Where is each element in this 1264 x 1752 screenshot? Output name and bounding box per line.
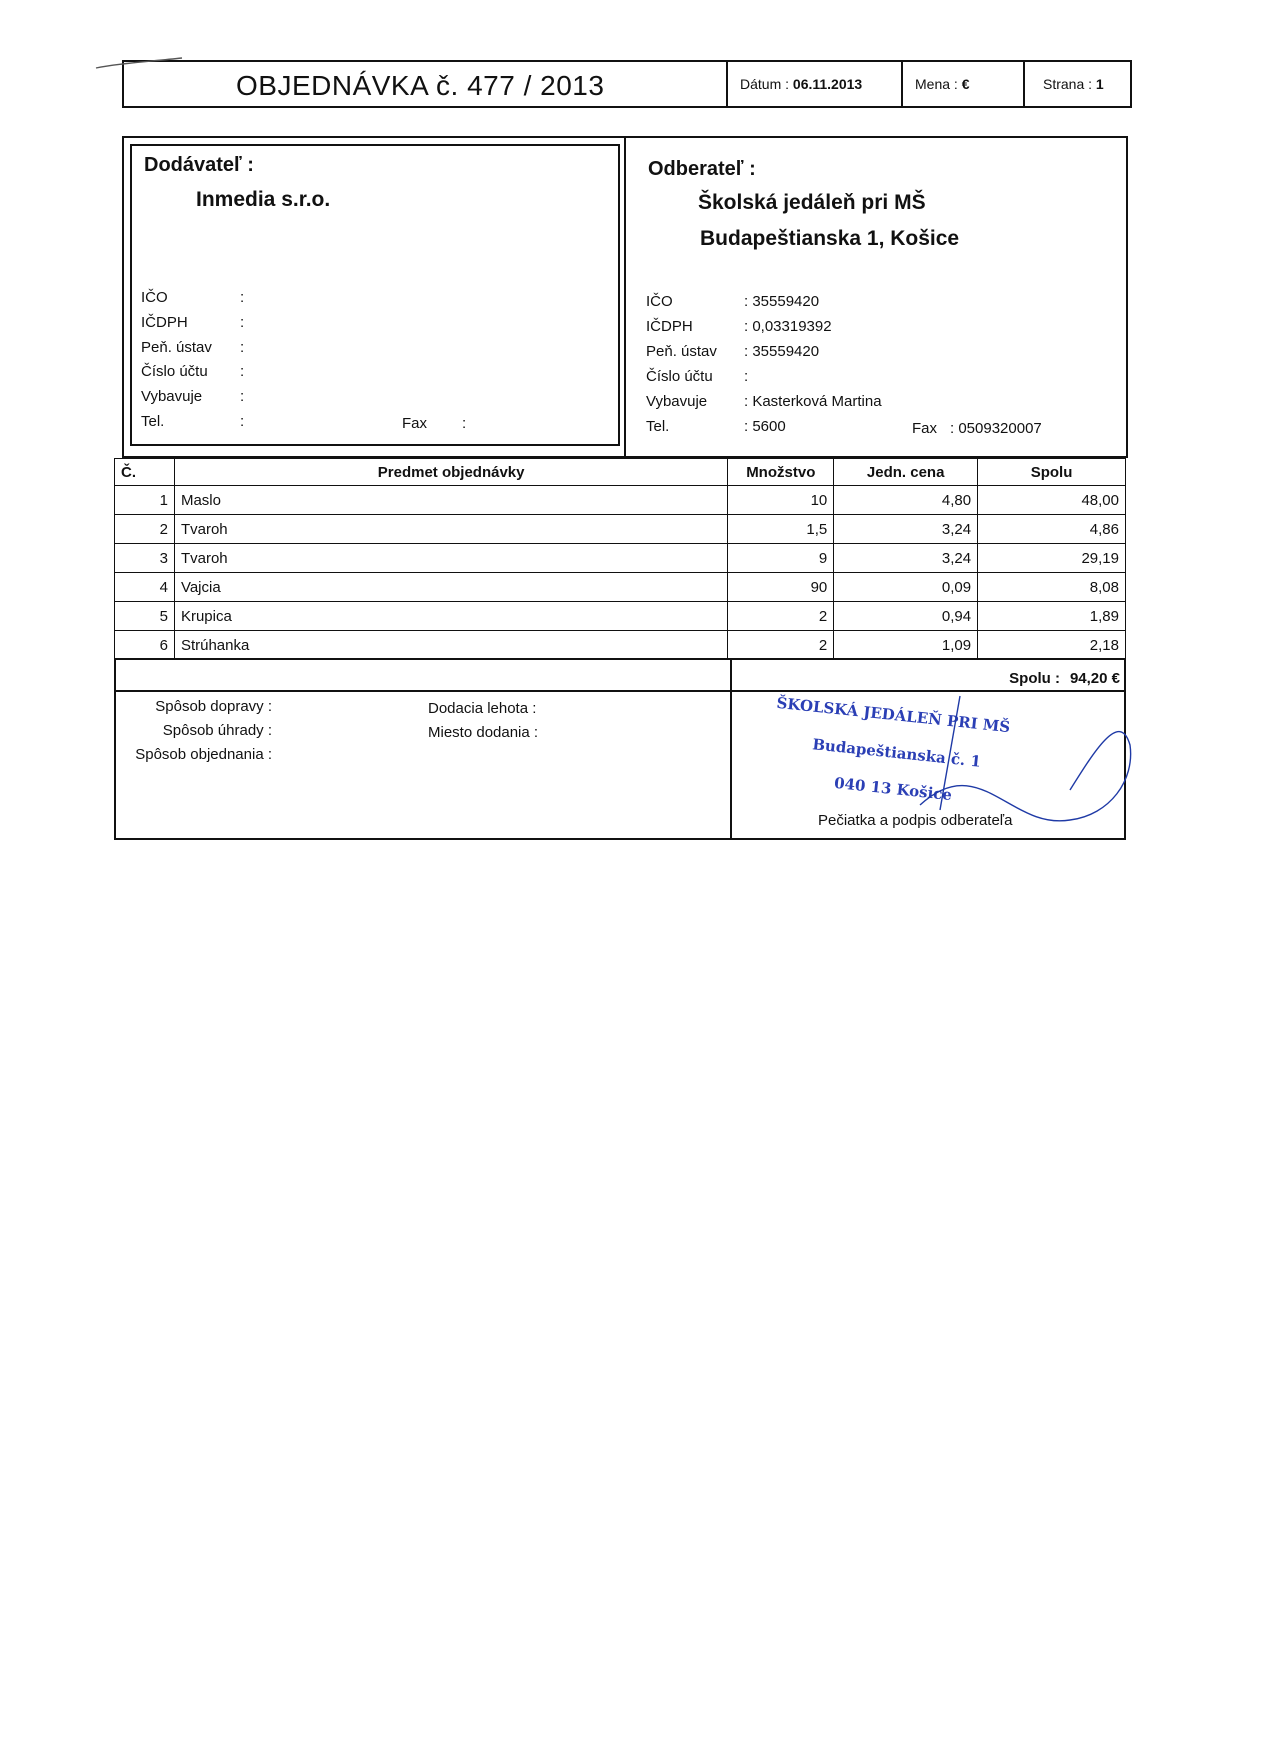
row-unit-price: 1,09: [834, 631, 978, 660]
table-row: [115, 544, 1126, 573]
customer-account-label: Číslo účtu: [646, 368, 713, 385]
currency-value: €: [961, 76, 970, 92]
row-number: 1: [115, 486, 175, 515]
supplier-account-value: :: [240, 363, 245, 380]
supplier-icdph-label: IČDPH: [141, 314, 188, 331]
supplier-bank-value: :: [240, 339, 245, 356]
page-label: Strana :: [1043, 76, 1093, 92]
table-header-row: [115, 459, 1126, 486]
customer-name: Školská jedáleň pri MŠ: [698, 191, 926, 214]
currency-label: Mena :: [915, 76, 958, 92]
stamp-line-2: Budapeštianska č. 1: [811, 735, 982, 771]
customer-fax-value: : 0509320007: [950, 420, 1042, 437]
customer-tel-label: Tel.: [646, 418, 670, 435]
customer-handler-label: Vybavuje: [646, 393, 708, 410]
supplier-tel-label: Tel.: [141, 413, 165, 430]
row-item: Tvaroh: [174, 544, 727, 573]
customer-ico-label: IČO: [646, 293, 673, 310]
col-quantity: Množstvo: [728, 459, 834, 486]
customer-bank-value: : 35559420: [744, 343, 820, 360]
row-total: 48,00: [978, 486, 1126, 515]
payment-label: Spôsob úhrady :: [162, 722, 272, 739]
row-quantity: 10: [728, 486, 834, 515]
row-item: Vajcia: [174, 573, 727, 602]
parties-divider: [624, 136, 626, 458]
row-number: 4: [115, 573, 175, 602]
row-unit-price: 4,80: [834, 486, 978, 515]
supplier-bank-label: Peň. ústav: [141, 339, 212, 356]
delivery-time-label: Dodacia lehota :: [428, 700, 537, 717]
table-row: [115, 515, 1126, 544]
row-quantity: 1,5: [728, 515, 834, 544]
col-unit-price: Jedn. cena: [834, 459, 978, 486]
row-total: 2,18: [978, 631, 1126, 660]
row-total: 4,86: [978, 515, 1126, 544]
row-number: 5: [115, 602, 175, 631]
stamp-line-3: 040 13 Košice: [833, 773, 953, 805]
row-total: 8,08: [978, 573, 1126, 602]
row-number: 3: [115, 544, 175, 573]
row-total: 29,19: [978, 544, 1126, 573]
supplier-fax-value: :: [462, 415, 467, 432]
customer-icdph-value: : 0,03319392: [744, 318, 832, 335]
table-row: [115, 602, 1126, 631]
stamp-line-1: ŠKOLSKÁ JEDÁLEŇ PRI MŠ: [775, 693, 1012, 737]
col-number: Č.: [115, 459, 175, 486]
delivery-place-label: Miesto dodania :: [428, 724, 539, 741]
customer-handler-value: : Kasterková Martina: [744, 393, 882, 410]
sum-value: 94,20 €: [1069, 670, 1120, 687]
col-total: Spolu: [978, 459, 1126, 486]
col-item: Predmet objednávky: [174, 459, 727, 486]
row-item: Krupica: [174, 602, 727, 631]
row-unit-price: 3,24: [834, 544, 978, 573]
supplier-handler-value: :: [240, 388, 245, 405]
date-cell: [726, 62, 901, 106]
supplier-heading: Dodávateľ :: [144, 154, 254, 176]
row-quantity: 2: [728, 631, 834, 660]
transport-label: Spôsob dopravy :: [155, 698, 272, 715]
supplier-fax-label: Fax: [402, 415, 428, 432]
customer-fax-label: Fax: [912, 420, 938, 437]
page-cell: [1023, 62, 1130, 106]
order-title: OBJEDNÁVKA č. 477 / 2013: [236, 70, 605, 101]
scan-mark: [94, 56, 184, 82]
supplier-handler-label: Vybavuje: [141, 388, 203, 405]
date-value: 06.11.2013: [792, 76, 863, 92]
customer-address: Budapeštianska 1, Košice: [700, 227, 960, 250]
supplier-name: Inmedia s.r.o.: [196, 188, 331, 211]
signature-scribble: [860, 690, 1150, 830]
supplier-tel-value: :: [240, 413, 245, 430]
row-unit-price: 3,24: [834, 515, 978, 544]
table-row: [115, 573, 1126, 602]
row-quantity: 90: [728, 573, 834, 602]
row-unit-price: 0,09: [834, 573, 978, 602]
row-item: Maslo: [174, 486, 727, 515]
row-item: Tvaroh: [174, 515, 727, 544]
row-total: 1,89: [978, 602, 1126, 631]
page-value: 1: [1095, 76, 1104, 92]
currency-cell: [901, 62, 1023, 106]
supplier-icdph-value: :: [240, 314, 245, 331]
date-label: Dátum :: [740, 76, 790, 92]
row-number: 2: [115, 515, 175, 544]
order-method-label: Spôsob objednania :: [135, 746, 272, 763]
customer-bank-label: Peň. ústav: [646, 343, 717, 360]
row-item: Strúhanka: [174, 631, 727, 660]
customer-heading: Odberateľ :: [648, 158, 756, 180]
row-quantity: 2: [728, 602, 834, 631]
customer-ico-value: : 35559420: [744, 293, 820, 310]
row-quantity: 9: [728, 544, 834, 573]
sum-label: Spolu :: [1009, 670, 1060, 687]
table-row: [115, 486, 1126, 515]
supplier-account-label: Číslo účtu: [141, 363, 208, 380]
customer-icdph-label: IČDPH: [646, 318, 693, 335]
footer-divider: [730, 660, 732, 838]
customer-account-value: :: [744, 368, 749, 385]
items-table: [114, 458, 1126, 660]
supplier-ico-label: IČO: [141, 289, 168, 306]
row-number: 6: [115, 631, 175, 660]
order-header: [122, 60, 1132, 108]
supplier-ico-value: :: [240, 289, 245, 306]
table-row: [115, 631, 1126, 660]
row-unit-price: 0,94: [834, 602, 978, 631]
customer-tel-value: : 5600: [744, 418, 786, 435]
signature-label: Pečiatka a podpis odberateľa: [818, 812, 1013, 829]
